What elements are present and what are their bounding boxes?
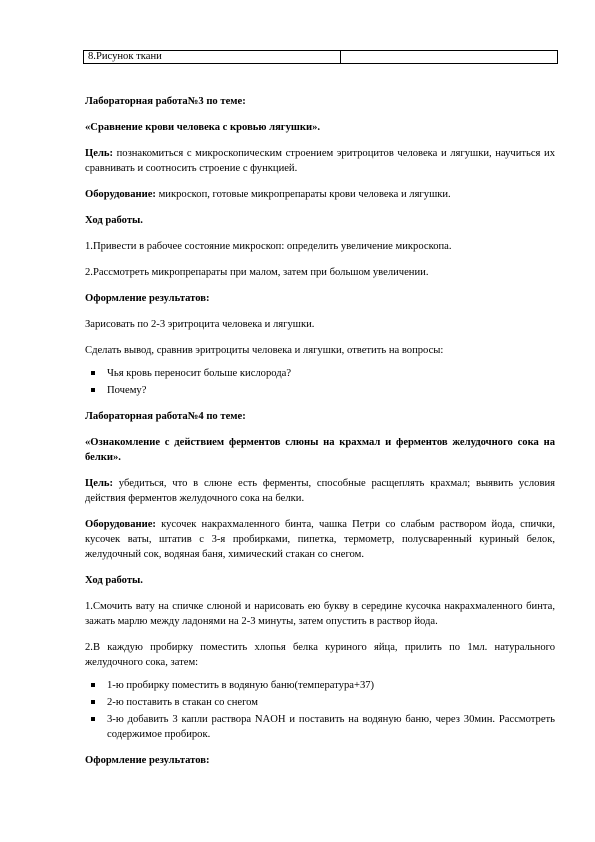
list-item-text: 3-ю добавить 3 капли раствора NAOH и поставить на водяную баню, через 30мин. Рассмотреть содержимое пробирок. <box>107 714 555 740</box>
lab4-procedure-heading: Ход работы. <box>85 575 143 586</box>
lab3-results-line-1: Зарисовать по 2-3 эритроцита человека и лягушки. <box>85 319 315 330</box>
list-item-text: 2-ю поставить в стакан со снегом <box>107 697 258 708</box>
lab3-procedure-heading: Ход работы. <box>85 215 143 226</box>
bullet-icon <box>91 683 95 687</box>
list-item <box>85 366 555 381</box>
list-item-text: 1-ю пробирку поместить в водяную баню(температура+37) <box>107 680 375 691</box>
bullet-icon <box>91 388 95 392</box>
lab3-step-1: 1.Привести в рабочее состояние микроскоп: определить увеличение микроскопа. <box>85 241 452 252</box>
table-cell-empty <box>341 51 558 64</box>
lab4-step-2: 2.В каждую пробирку поместить хлопья белка куриного яйца, прилить по 1мл. натурального желудочного сока, затем: <box>85 642 555 668</box>
document-content <box>85 50 555 779</box>
lab3-topic: «Сравнение крови человека с кровью лягушки». <box>85 122 321 133</box>
lab3-results-line-2: Сделать вывод, сравнив эритроциты человека и лягушки, ответить на вопросы: <box>85 345 444 356</box>
lab4-results-heading: Оформление результатов: <box>85 755 210 766</box>
list-item <box>85 695 555 710</box>
lab4-goal-text: убедиться, что в слюне есть ферменты, способные расщеплять крахмал; выявить условия действия ферментов желудочного сока на белки. <box>85 478 555 504</box>
list-item <box>85 383 555 398</box>
lab3-goal <box>85 146 555 176</box>
lab4-substeps-list <box>85 678 555 742</box>
lab4-equipment-text: кусочек накрахмаленного бинта, чашка Петри со слабым раствором йода, спички, кусочек ваты, штатив с 3-я пробирками, пипетка, термометр, полусваренный куриный белок, желудочный сок, водяная баня, химический стакан со снегом. <box>85 519 555 560</box>
lab3-goal-label: Цель: <box>85 148 114 159</box>
lab4-step-1: 1.Смочить вату на спичке слюной и нарисовать ею букву в середине кусочка накрахмаленного бинта, зажать марлю между ладонями на 2-3 минуты, затем опустить в раствор йода. <box>85 601 555 627</box>
lab4-heading: Лабораторная работа№4 по теме: <box>85 411 246 422</box>
list-item-text: Почему? <box>107 385 147 396</box>
table-row <box>84 51 558 64</box>
bullet-icon <box>91 371 95 375</box>
lab3-results-heading: Оформление результатов: <box>85 293 210 304</box>
header-table <box>83 50 558 64</box>
lab4-topic: «Ознакомление с действием ферментов слюны на крахмал и ферментов желудочного сока на белки». <box>85 437 555 463</box>
lab4-equipment-label: Оборудование: <box>85 519 156 530</box>
lab3-questions-list <box>85 366 555 398</box>
list-item <box>85 678 555 693</box>
lab3-equipment-label: Оборудование: <box>85 189 156 200</box>
list-item <box>85 712 555 742</box>
lab3-step-2: 2.Рассмотреть микропрепараты при малом, затем при большом увеличении. <box>85 267 429 278</box>
table-cell-name: 8.Рисунок ткани <box>84 51 341 64</box>
lab4-goal-label: Цель: <box>85 478 114 489</box>
lab3-equipment-text: микроскоп, готовые микропрепараты крови человека и лягушки. <box>155 189 451 200</box>
lab4-equipment <box>85 517 555 562</box>
bullet-icon <box>91 700 95 704</box>
lab3-heading: Лабораторная работа№3 по теме: <box>85 96 246 107</box>
lab3-equipment <box>85 187 555 202</box>
lab3-goal-text: познакомиться с микроскопическим строением эритроцитов человека и лягушки, научиться их сравнивать и соотносить строение с функцией. <box>85 148 555 174</box>
bullet-icon <box>91 717 95 721</box>
list-item-text: Чья кровь переносит больше кислорода? <box>107 368 292 379</box>
lab4-goal <box>85 476 555 506</box>
